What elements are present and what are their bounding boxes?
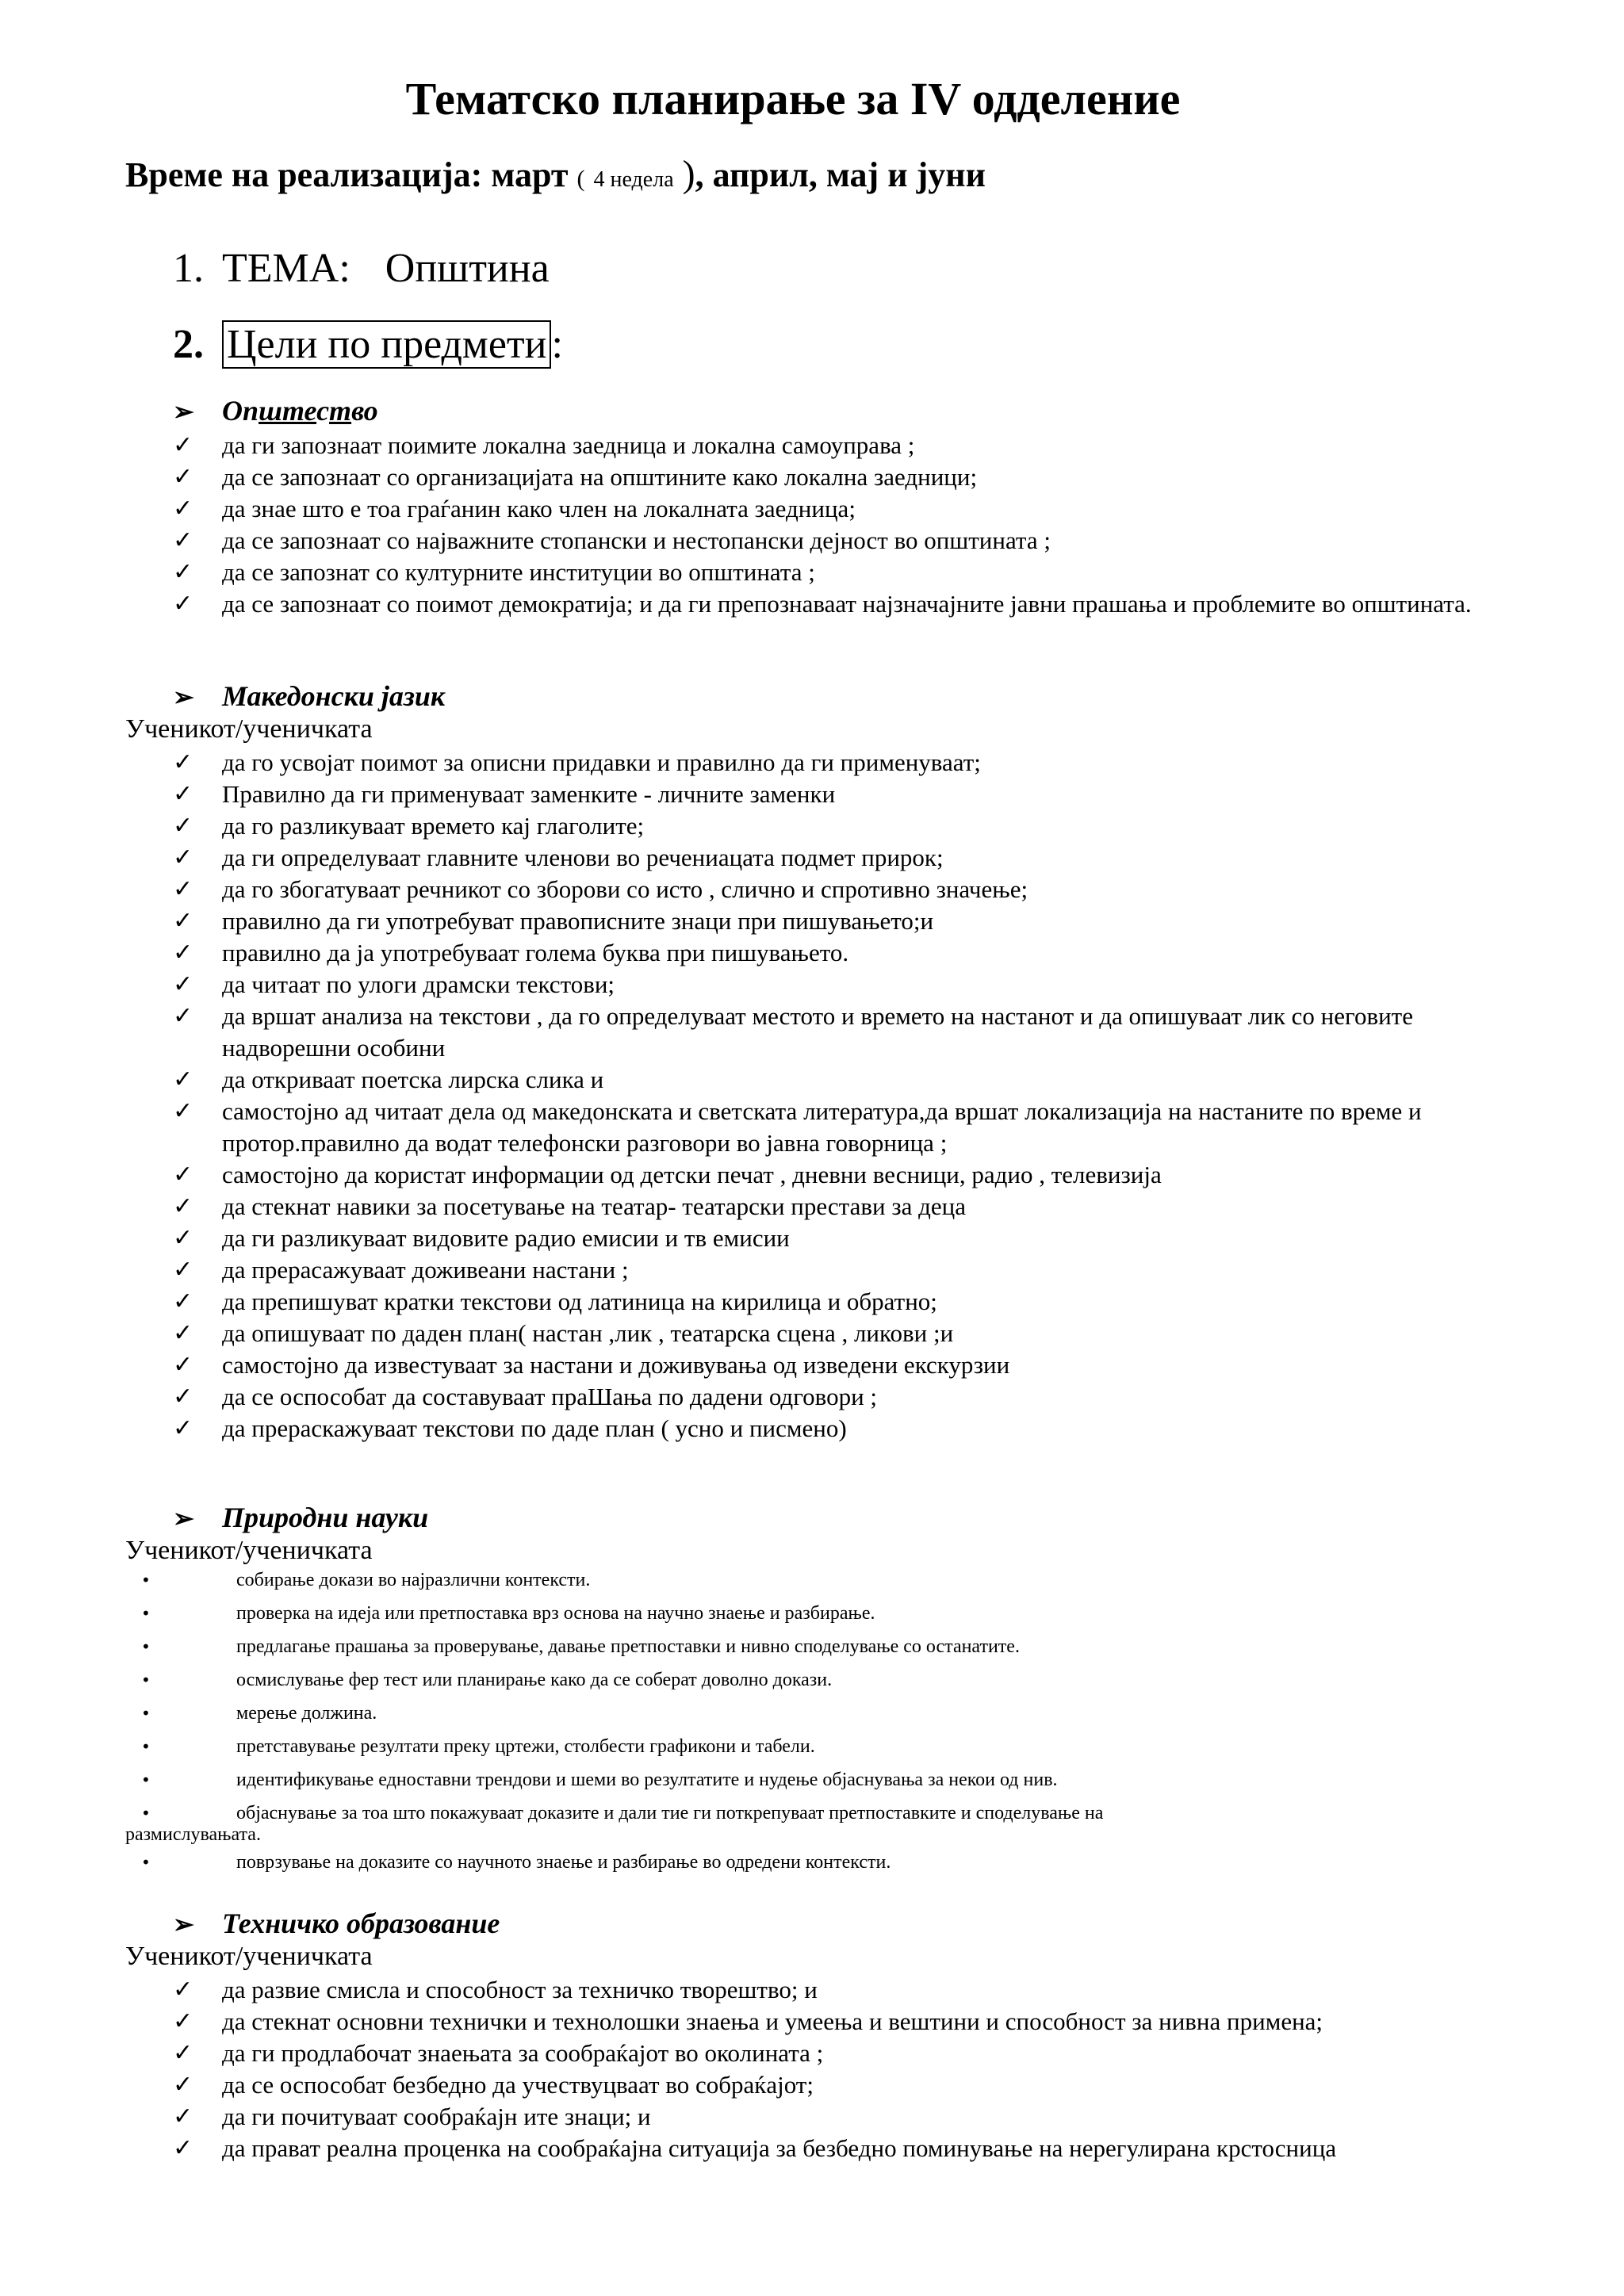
checkmark-icon: ✓ bbox=[173, 1414, 193, 1442]
bullet-icon: • bbox=[141, 1853, 151, 1872]
checkmark-icon: ✓ bbox=[173, 1351, 193, 1379]
list-item-text: да ги запознаат поимите локална заедница и локална самоуправа ; bbox=[222, 431, 915, 459]
topic-value: Општина bbox=[385, 246, 550, 291]
heading-text: Природни науки bbox=[222, 1502, 429, 1533]
list-item-text: да откриваат поетска лирска слика и bbox=[222, 1066, 604, 1093]
checkmark-icon: ✓ bbox=[173, 844, 193, 871]
list-item-text: идентификување едноставни трендови и шеми во резултатите и нудење објаснувања за некои од нив. bbox=[236, 1770, 1058, 1790]
checkmark-icon: ✓ bbox=[173, 1097, 193, 1125]
checkmark-icon: ✓ bbox=[173, 2039, 193, 2067]
heading-text: Техничко образование bbox=[222, 1908, 500, 1939]
list-item bbox=[173, 1254, 1473, 1286]
checkmark-icon: ✓ bbox=[173, 526, 193, 554]
list-item bbox=[173, 969, 1473, 1001]
list-item-text: самостојно ад читаат дела од македонската и светската литература,да вршат локализација на настаните по време и протор.правилно да водат телефонски разговори во јавна говорница ; bbox=[222, 1097, 1422, 1157]
section-macedonian-heading bbox=[173, 679, 445, 714]
list-item bbox=[173, 1381, 1473, 1413]
heading-text: Македонски јазик bbox=[222, 680, 446, 712]
list-item-text: да стекнат навики за посетување на театар- театарски престави за деца bbox=[222, 1192, 966, 1220]
list-item bbox=[173, 1318, 1473, 1349]
list-item-text: да ги разликуваат видовите радио емисии и тв емисии bbox=[222, 1224, 790, 1252]
science-goals-list bbox=[125, 1563, 1489, 1879]
goals-label: Цели по предмети bbox=[222, 320, 551, 369]
list-item bbox=[173, 588, 1473, 620]
bullet-icon: • bbox=[141, 1737, 151, 1756]
list-item bbox=[173, 1413, 1473, 1445]
list-item bbox=[125, 1630, 1489, 1663]
list-item bbox=[173, 937, 1473, 969]
topic-number: 1. bbox=[173, 246, 204, 291]
list-item bbox=[173, 1286, 1473, 1318]
list-item-continuation bbox=[125, 1823, 1489, 1846]
bullet-icon: • bbox=[141, 1704, 151, 1723]
list-item-text: да знае што е тоа граѓанин како член на локалната заедница; bbox=[222, 495, 856, 522]
section-technical-heading bbox=[173, 1906, 500, 1942]
heading-part: во bbox=[351, 395, 378, 427]
technical-learner: Ученикот/ученичката bbox=[125, 1942, 373, 1971]
list-item-text: предлагање прашања за проверување, давање претпоставки и нивно споделување со останатите. bbox=[236, 1636, 1020, 1657]
list-item bbox=[173, 842, 1473, 874]
macedonian-goals-list bbox=[173, 747, 1473, 1445]
checkmark-icon: ✓ bbox=[173, 1002, 193, 1030]
checkmark-icon: ✓ bbox=[173, 2071, 193, 2099]
list-item bbox=[173, 2069, 1473, 2101]
bullet-icon: • bbox=[141, 1670, 151, 1689]
heading-part: с bbox=[316, 395, 330, 427]
list-item-text: да го збогатуваат речникот со зборови со исто , слично и спротивно значење; bbox=[222, 875, 1028, 903]
list-item-text: правилно да ги употребуват правописните знаци при пишувањето;и bbox=[222, 907, 934, 935]
goals-line bbox=[173, 320, 563, 369]
list-item-text: да ги почитуваат сообраќајн ите знаци; и bbox=[222, 2103, 651, 2130]
checkmark-icon: ✓ bbox=[173, 431, 193, 459]
checkmark-icon: ✓ bbox=[173, 1976, 193, 2003]
heading-part: ште bbox=[259, 395, 317, 427]
list-item-text: да прерасажуваат доживеани настани ; bbox=[222, 1256, 629, 1284]
checkmark-icon: ✓ bbox=[173, 2103, 193, 2130]
science-learner: Ученикот/ученичката bbox=[125, 1536, 373, 1565]
list-item-text: да се оспособат безбедно да учествуцваат во собраќајот; bbox=[222, 2071, 814, 2099]
list-item-text: да опишуваат по даден план( настан ,лик , театарска сцена , ликови ;и bbox=[222, 1319, 954, 1347]
list-item bbox=[173, 430, 1473, 461]
technical-goals-list bbox=[173, 1974, 1473, 2164]
list-item-text: да прераскажуваат текстови по даде план ( усно и писмено) bbox=[222, 1414, 847, 1442]
section-science-heading bbox=[173, 1500, 428, 1536]
list-item-text: претставување резултати преку цртежи, столбести графикони и табели. bbox=[236, 1736, 815, 1757]
checkmark-icon: ✓ bbox=[173, 1161, 193, 1188]
bullet-icon: • bbox=[141, 1637, 151, 1656]
list-item-text: поврзување на доказите со научното знаење и разбирање во одредени контексти. bbox=[236, 1852, 891, 1873]
bullet-icon: • bbox=[141, 1604, 151, 1623]
checkmark-icon: ✓ bbox=[173, 1319, 193, 1347]
checkmark-icon: ✓ bbox=[173, 463, 193, 491]
list-item bbox=[173, 779, 1473, 810]
checkmark-icon: ✓ bbox=[173, 970, 193, 998]
checkmark-icon: ✓ bbox=[173, 875, 193, 903]
list-item-text: да вршат анализа на текстови , да го определуваат местото и времето на настанот и да опишуваат лик со неговите надворешни особини bbox=[222, 1002, 1413, 1062]
list-item bbox=[125, 1563, 1489, 1597]
list-item bbox=[173, 2133, 1473, 2164]
list-item-text: да развие смисла и способност за техничко творештво; и bbox=[222, 1976, 818, 2003]
checkmark-icon: ✓ bbox=[173, 495, 193, 522]
list-item bbox=[173, 557, 1473, 588]
page-title: Тематско планирање за IV одделение bbox=[405, 73, 1181, 124]
period-rest: , април, мај и јуни bbox=[695, 155, 986, 194]
paren-open: ( bbox=[576, 166, 585, 192]
list-item bbox=[173, 1096, 1473, 1159]
list-item bbox=[173, 905, 1473, 937]
checkmark-icon: ✓ bbox=[173, 907, 193, 935]
period-label: Време на реализација: март bbox=[125, 155, 569, 194]
bullet-icon: • bbox=[141, 1571, 151, 1590]
list-item-text: самостојно да користат информации од детски печат , дневни весници, радио , телевизија bbox=[222, 1161, 1162, 1188]
list-item bbox=[173, 2038, 1473, 2069]
list-item bbox=[173, 1001, 1473, 1064]
goals-suffix: : bbox=[551, 322, 563, 367]
checkmark-icon: ✓ bbox=[173, 590, 193, 618]
checkmark-icon: ✓ bbox=[173, 748, 193, 776]
checkmark-icon: ✓ bbox=[173, 1383, 193, 1410]
list-item-text: да прават реална проценка на сообраќајна ситуација за безбедно поминување на нерегулирана крстосница bbox=[222, 2134, 1337, 2162]
list-item bbox=[173, 810, 1473, 842]
list-item-text: Правилно да ги применуваат заменките - личните заменки bbox=[222, 780, 836, 808]
topic-line bbox=[173, 244, 550, 293]
list-item bbox=[125, 1663, 1489, 1697]
list-item bbox=[125, 1730, 1489, 1763]
arrow-icon: ➢ bbox=[173, 683, 194, 711]
society-goals-list bbox=[173, 430, 1473, 620]
realization-period bbox=[125, 152, 986, 202]
checkmark-icon: ✓ bbox=[173, 1256, 193, 1284]
topic-label: ТЕМА: bbox=[222, 246, 350, 291]
list-item bbox=[173, 874, 1473, 905]
goals-number: 2. bbox=[173, 322, 204, 367]
list-item-text: да го разликуваат времето кај глаголите; bbox=[222, 812, 645, 840]
list-item bbox=[173, 1064, 1473, 1096]
list-item-text: да се запознаат со поимот демократија; и да ги препознаваат најзначајните јавни прашања и проблемите во општината. bbox=[222, 590, 1472, 618]
checkmark-icon: ✓ bbox=[173, 1066, 193, 1093]
checkmark-icon: ✓ bbox=[173, 812, 193, 840]
list-item bbox=[173, 2006, 1473, 2038]
list-item bbox=[173, 1159, 1473, 1191]
list-item-text: да ги определуваат главните членови во речениацата подмет прирок; bbox=[222, 844, 944, 871]
list-item-text: да стекнат основни технички и технолошки знаења и умеења и вештини и способност за нивна примена; bbox=[222, 2007, 1323, 2035]
checkmark-icon: ✓ bbox=[173, 780, 193, 808]
checkmark-icon: ✓ bbox=[173, 939, 193, 966]
list-item bbox=[125, 1597, 1489, 1630]
arrow-icon: ➢ bbox=[173, 1910, 194, 1938]
list-item-text: да препишуват кратки текстови од латиница на кирилица и обратно; bbox=[222, 1288, 937, 1315]
list-item bbox=[173, 2101, 1473, 2133]
list-item-text: самостојно да известуваат за настани и доживувања од изведени екскурзии bbox=[222, 1351, 1010, 1379]
checkmark-icon: ✓ bbox=[173, 1288, 193, 1315]
list-item bbox=[125, 1846, 1489, 1879]
list-item bbox=[125, 1763, 1489, 1797]
list-item-text: да го усвојат поимот за описни придавки и правилно да ги применуваат; bbox=[222, 748, 981, 776]
checkmark-icon: ✓ bbox=[173, 1224, 193, 1252]
period-weeks: 4 недела bbox=[593, 167, 674, 192]
heading-part: т bbox=[329, 395, 352, 427]
list-item-text: да се запознат со културните институции во општината ; bbox=[222, 558, 815, 586]
section-society-heading bbox=[173, 393, 378, 429]
list-item-text: да ги продлабочат знаењата за сообраќајот во околината ; bbox=[222, 2039, 824, 2067]
paren-close: ) bbox=[682, 153, 695, 195]
checkmark-icon: ✓ bbox=[173, 558, 193, 586]
list-item-text: да се запознаат со најважните стопански и нестопански дејност во општината ; bbox=[222, 526, 1051, 554]
list-item bbox=[173, 747, 1473, 779]
list-item bbox=[173, 493, 1473, 525]
checkmark-icon: ✓ bbox=[173, 2007, 193, 2035]
list-item-text: собирање докази во најразлични контексти. bbox=[236, 1570, 591, 1590]
list-item bbox=[173, 1223, 1473, 1254]
checkmark-icon: ✓ bbox=[173, 1192, 193, 1220]
list-item bbox=[173, 1974, 1473, 2006]
bullet-icon: • bbox=[141, 1804, 151, 1823]
list-item bbox=[173, 1349, 1473, 1381]
arrow-icon: ➢ bbox=[173, 397, 194, 426]
bullet-icon: • bbox=[141, 1770, 151, 1789]
list-item-text: размислувањата. bbox=[125, 1824, 261, 1845]
list-item-text: правилно да ја употребуваат голема буква при пишувањето. bbox=[222, 939, 849, 966]
list-item-text: објаснување за тоа што покажуваат доказите и дали тие ги поткрепуваат претпоставките и споделување на bbox=[236, 1803, 1104, 1823]
macedonian-learner: Ученикот/ученичката bbox=[125, 714, 373, 744]
list-item-text: мерење должина. bbox=[236, 1703, 377, 1724]
list-item bbox=[125, 1697, 1489, 1730]
list-item-text: да читаат по улоги драмски текстови; bbox=[222, 970, 615, 998]
checkmark-icon: ✓ bbox=[173, 2134, 193, 2162]
list-item-text: осмислување фер тест или планирање како да се соберат доволно докази. bbox=[236, 1670, 833, 1690]
list-item-text: проверка на идеја или претпоставка врз основа на научно знаење и разбирање. bbox=[236, 1603, 875, 1624]
list-item-text: да се оспособат да составуваат праШања по дадени одговори ; bbox=[222, 1383, 878, 1410]
list-item-text: да се запознаат со организацијата на општините како локална заедници; bbox=[222, 463, 978, 491]
list-item bbox=[173, 525, 1473, 557]
list-item bbox=[173, 1191, 1473, 1223]
heading-part: Оп bbox=[222, 395, 259, 427]
arrow-icon: ➢ bbox=[173, 1504, 194, 1533]
list-item bbox=[173, 461, 1473, 493]
